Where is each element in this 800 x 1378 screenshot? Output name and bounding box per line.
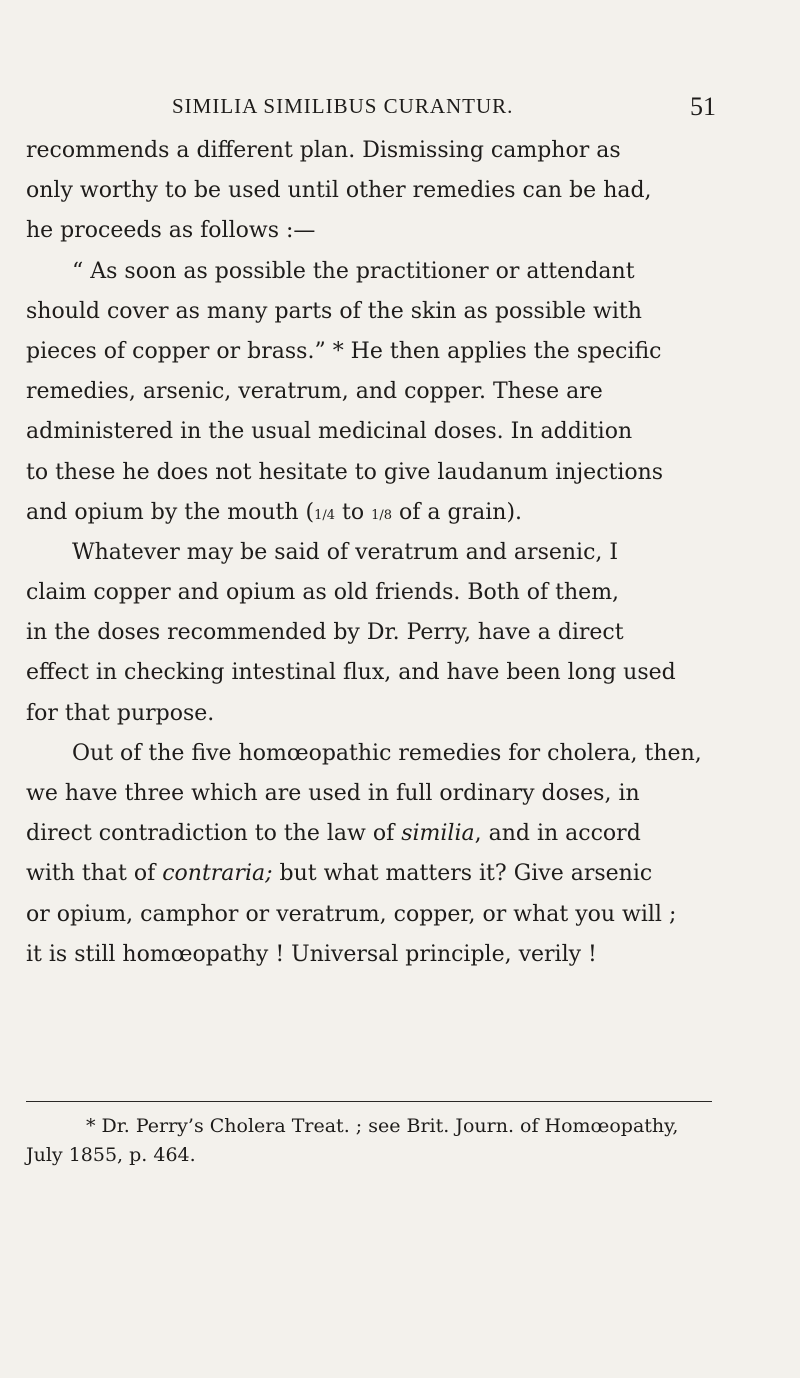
fraction-eighth: 1/8 — [371, 507, 393, 523]
text-line: recommends a different plan. Dismissing camphor as — [26, 138, 621, 163]
italic-term-similia: similia — [401, 821, 475, 847]
text-line-italic — [26, 854, 712, 894]
text-segment: direct contradiction to the law of — [26, 821, 402, 847]
footnote-line: * Dr. Perry’s Cholera Treat. ; see Brit. Journ. of Homœopathy, — [86, 1115, 679, 1137]
text-segment: , and in accord — [474, 821, 641, 847]
text-segment: to — [335, 499, 372, 525]
text-line: or opium, camphor or veratrum, copper, or what you will ; — [26, 901, 677, 927]
text-line: only worthy to be used until other remedies can be had, — [26, 178, 652, 204]
text-line: in the doses recommended by Dr. Perry, have a direct — [26, 620, 624, 646]
text-line-fractions — [26, 493, 712, 533]
text-line: it is still homœopathy ! Universal principle, verily ! — [26, 941, 597, 967]
paragraph-start-line: Out of the five homœopathic remedies for cholera, then, — [72, 740, 702, 766]
italic-term-contraria: contraria; — [162, 861, 273, 887]
page-number: 51 — [690, 92, 716, 121]
running-head: SIMILIA SIMILIBUS CURANTUR. — [172, 94, 514, 118]
text-line-italic — [26, 814, 712, 854]
text-line: claim copper and opium as old friends. Both of them, — [26, 580, 620, 606]
footnote-line: July 1855, p. 464. — [26, 1144, 196, 1166]
text-line: should cover as many parts of the skin as possible with — [26, 298, 642, 324]
paragraph-start-line: Whatever may be said of veratrum and arsenic, I — [72, 539, 619, 565]
text-line: effect in checking intestinal flux, and have been long used — [26, 660, 676, 686]
text-line: remedies, arsenic, veratrum, and copper. These are — [26, 379, 603, 405]
text-line: we have three which are used in full ordinary doses, in — [26, 781, 640, 806]
text-line: he proceeds as follows :— — [26, 218, 316, 244]
quote-start-line: “ As soon as possible the practitioner or attendant — [72, 258, 635, 284]
text-segment: but what matters it? Give arsenic — [272, 861, 653, 887]
fraction-quarter: 1/4 — [314, 507, 336, 523]
text-line: for that purpose. — [26, 700, 215, 726]
text-line: pieces of copper or brass.” * He then applies the specific — [26, 338, 662, 364]
text-line: administered in the usual medicinal doses. In addition — [26, 419, 633, 445]
body-text — [26, 131, 712, 975]
footnote — [26, 1112, 726, 1170]
footnote-divider — [26, 1101, 712, 1102]
text-line: to these he does not hesitate to give laudanum injections — [26, 459, 664, 485]
text-segment: of a grain). — [392, 499, 523, 525]
text-segment: and opium by the mouth ( — [26, 499, 315, 525]
page-header — [130, 92, 716, 128]
text-segment: with that of — [26, 861, 163, 887]
